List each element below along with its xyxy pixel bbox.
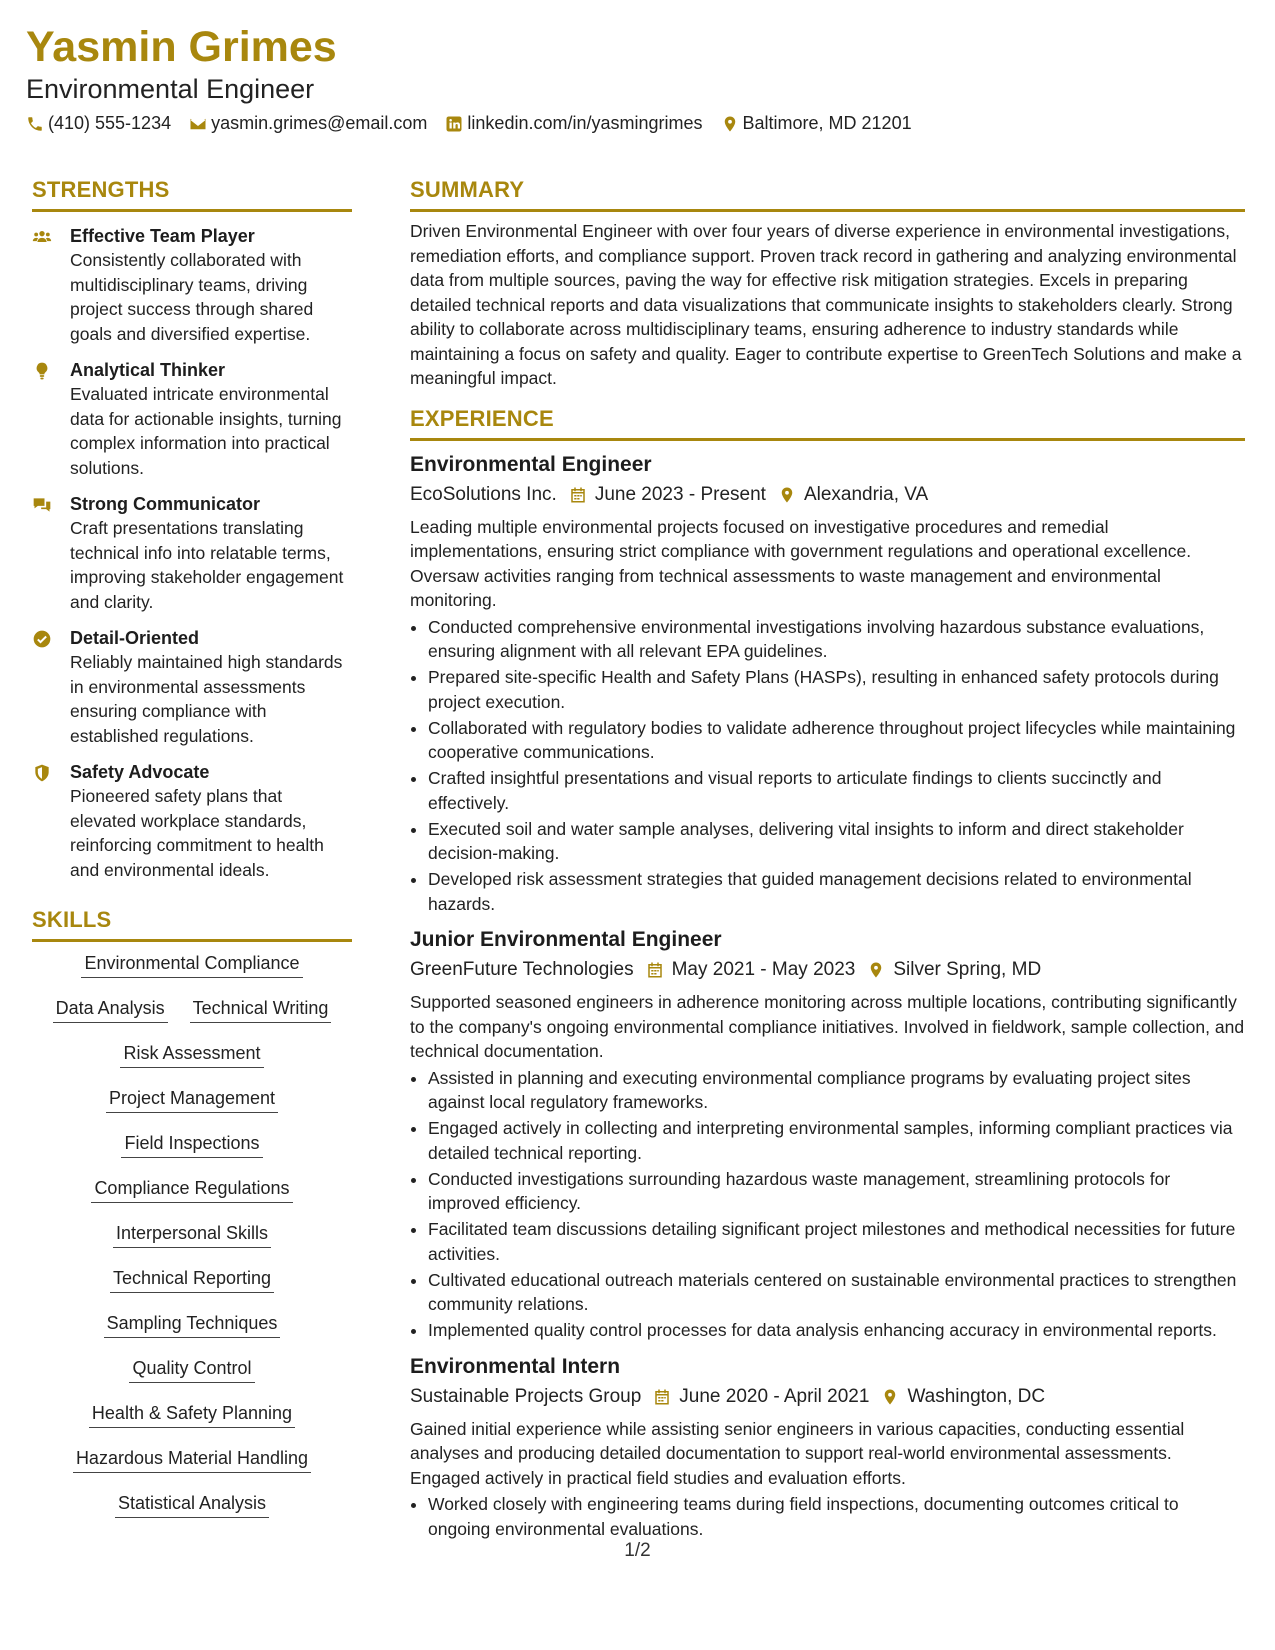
job-description: Gained initial experience while assisting senior engineers in various capacities, conducting essential analyses and producing detailed documentation to support real-world environmental assessments. Engaged actively in practical field studies and evaluation efforts. — [410, 1418, 1185, 1488]
job-location: Alexandria, VA — [803, 483, 929, 505]
job-entry — [410, 451, 1245, 917]
job-bullet: • Assisted in planning and executing environmental compliance programs by evaluating project sites against local regulatory frameworks. — [428, 1066, 1245, 1115]
calendar-icon — [569, 486, 587, 504]
contact-location-text: Baltimore, MD 21201 — [742, 113, 912, 133]
skill-tag: Interpersonal Skills — [113, 1222, 271, 1248]
strength-item — [32, 492, 352, 614]
check-circle-icon — [32, 629, 52, 649]
left-column — [32, 176, 352, 1537]
lightbulb-icon — [32, 361, 52, 381]
linkedin-icon — [445, 115, 463, 133]
job-bullet: • Implemented quality control processes for data analysis enhancing accuracy in environmental reports. — [428, 1318, 1245, 1343]
job-entry — [410, 1353, 1245, 1542]
job-location: Silver Spring, MD — [893, 959, 1042, 980]
job-title: Environmental Intern — [410, 1354, 621, 1378]
map-marker-icon — [721, 115, 739, 133]
job-bullet: • Conducted comprehensive environmental investigations involving hazardous substance evaluations, ensuring alignment with all relevant EPA guidelines. — [428, 615, 1245, 664]
skill-tag: Hazardous Material Handling — [73, 1447, 311, 1473]
strength-title: Analytical Thinker — [70, 360, 226, 380]
skill-tag: Technical Reporting — [110, 1267, 274, 1293]
job-bullet: • Crafted insightful presentations and visual reports to articulate findings to clients succinctly and effectively. — [428, 766, 1245, 815]
job-title: Junior Environmental Engineer — [410, 928, 722, 951]
skill-tag: Field Inspections — [121, 1132, 262, 1158]
job-company: Sustainable Projects Group — [410, 1385, 642, 1407]
map-marker-icon — [778, 486, 796, 504]
map-marker-icon — [867, 961, 885, 979]
skill-tag: Risk Assessment — [120, 1042, 263, 1068]
summary-heading: SUMMARY — [410, 176, 1245, 212]
envelope-icon — [189, 115, 207, 133]
contact-location — [721, 113, 912, 134]
skills-list — [32, 952, 352, 1518]
skill-tag: Quality Control — [129, 1357, 254, 1383]
contact-linkedin-text[interactable]: linkedin.com/in/yasmingrimes — [467, 113, 703, 133]
skill-tag: Data Analysis — [53, 997, 168, 1023]
job-dates: June 2023 - Present — [594, 483, 766, 505]
strength-item — [32, 358, 352, 480]
comments-icon — [32, 495, 52, 515]
job-bullet: • Collaborated with regulatory bodies to validate adherence throughout project lifecycles while maintaining cooperative communications. — [428, 716, 1245, 765]
job-meta — [410, 957, 1245, 983]
job-meta — [410, 482, 1245, 508]
summary-text: Driven Environmental Engineer with over four years of diverse experience in environmental investigations, remediation efforts, and compliance support. Proven track record in gathering and analyzing environmental data from multiple sources, paving the way for effective risk mitigation strategies. Excels in preparing detailed technical reports and data visualizations that communicate insights to stakeholders clearly. Strong ability to collaborate across multidisciplinary teams, ensuring adherence to industry standards while maintaining a focus on safety and quality. Eager to contribute expertise to GreenTech Solutions and make a meaningful impact. — [410, 221, 1242, 388]
phone-icon — [26, 115, 44, 133]
job-bullets — [410, 1492, 1245, 1541]
contact-phone — [26, 113, 171, 134]
experience-heading: EXPERIENCE — [410, 405, 1245, 441]
skill-tag: Technical Writing — [190, 997, 332, 1023]
candidate-name: Yasmin Grimes — [26, 23, 337, 71]
strength-item — [32, 626, 352, 748]
strength-title: Detail-Oriented — [70, 628, 200, 648]
skills-heading: SKILLS — [32, 906, 352, 942]
skill-tag: Compliance Regulations — [91, 1177, 292, 1203]
strength-desc: Craft presentations translating technical info into relatable terms, improving stakeholder engagement and clarity. — [70, 518, 344, 612]
job-bullet: • Prepared site-specific Health and Safety Plans (HASPs), resulting in enhanced safety protocols during project execution. — [428, 665, 1245, 714]
contact-bar — [26, 113, 1249, 134]
job-bullets — [410, 615, 1245, 917]
job-bullet: • Executed soil and water sample analyses, delivering vital insights to inform and direct stakeholder decision-making. — [428, 817, 1245, 866]
strength-title: Effective Team Player — [70, 226, 255, 246]
skill-tag: Sampling Techniques — [104, 1312, 281, 1338]
strength-desc: Reliably maintained high standards in environmental assessments ensuring compliance with established regulations. — [70, 652, 343, 746]
skill-tag: Environmental Compliance — [81, 952, 302, 978]
strength-desc: Evaluated intricate environmental data for actionable insights, turning complex information into practical solutions. — [70, 384, 342, 478]
users-icon — [32, 227, 52, 247]
job-bullet: • Cultivated educational outreach materials centered on sustainable environmental practices to strengthen community relations. — [428, 1268, 1245, 1317]
job-entry — [410, 926, 1245, 1343]
contact-phone-text: (410) 555-1234 — [48, 113, 172, 133]
page-number: 1/2 — [624, 1540, 651, 1561]
calendar-icon — [653, 1388, 671, 1406]
job-bullet: • Developed risk assessment strategies that guided management decisions related to environmental hazards. — [428, 867, 1245, 916]
skill-tag: Statistical Analysis — [115, 1492, 269, 1518]
shield-icon — [32, 763, 52, 783]
contact-linkedin[interactable] — [445, 113, 702, 134]
job-meta — [410, 1384, 1245, 1410]
strength-item — [32, 224, 352, 346]
skill-tag: Health & Safety Planning — [89, 1402, 295, 1428]
job-bullets — [410, 1066, 1245, 1343]
job-company: GreenFuture Technologies — [410, 959, 634, 980]
job-company: EcoSolutions Inc. — [410, 483, 557, 505]
job-dates: May 2021 - May 2023 — [671, 959, 856, 980]
skill-tag: Project Management — [106, 1087, 278, 1113]
strengths-heading: STRENGTHS — [32, 176, 352, 212]
map-marker-icon — [881, 1388, 899, 1406]
candidate-title: Environmental Engineer — [26, 74, 315, 104]
job-location: Washington, DC — [907, 1385, 1046, 1407]
job-dates: June 2020 - April 2021 — [679, 1385, 870, 1407]
contact-email[interactable] — [189, 113, 427, 134]
job-description: Supported seasoned engineers in adherence monitoring across multiple locations, contributing significantly to the company's ongoing environmental compliance initiatives. Involved in fieldwork, sample collection, and technical documentation. — [410, 992, 1245, 1061]
strength-title: Safety Advocate — [70, 762, 210, 782]
right-column — [410, 176, 1245, 1543]
resume-header — [26, 22, 1249, 134]
job-bullet: • Facilitated team discussions detailing significant project milestones and methodical necessities for future activities. — [428, 1217, 1245, 1266]
calendar-icon — [646, 961, 664, 979]
job-bullet: • Worked closely with engineering teams during field inspections, documenting outcomes critical to ongoing environmental evaluations. — [428, 1492, 1245, 1541]
contact-email-text[interactable]: yasmin.grimes@email.com — [211, 113, 428, 133]
strength-desc: Consistently collaborated with multidisciplinary teams, driving project success through shared goals and diversified expertise. — [70, 250, 314, 344]
strength-item — [32, 760, 352, 882]
strength-title: Strong Communicator — [70, 494, 261, 514]
strength-desc: Pioneered safety plans that elevated workplace standards, reinforcing commitment to health and environmental ideals. — [70, 786, 324, 880]
job-bullet: • Engaged actively in collecting and interpreting environmental samples, informing compliant practices via detailed technical reporting. — [428, 1116, 1245, 1165]
job-title: Environmental Engineer — [410, 452, 652, 476]
job-description: Leading multiple environmental projects focused on investigative procedures and remedial implementations, ensuring strict compliance with government regulations and operational excellence. Oversaw activities ranging from technical assessments to waste management and environmental monitoring. — [410, 516, 1192, 610]
job-bullet: • Conducted investigations surrounding hazardous waste management, streamlining protocols for improved efficiency. — [428, 1167, 1245, 1216]
